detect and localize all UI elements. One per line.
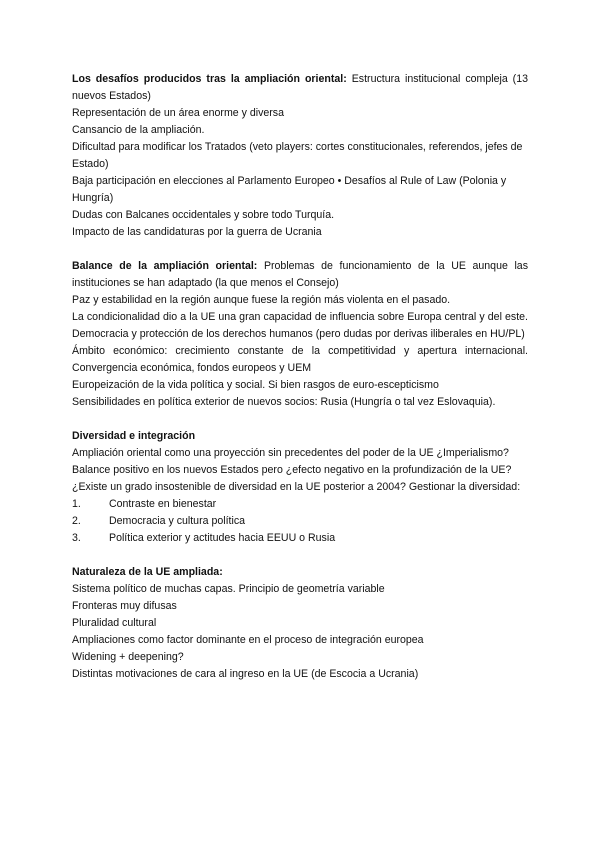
list-text: Política exterior y actitudes hacia EEUU o Rusia (109, 532, 336, 544)
text-line: Baja participación en elecciones al Parlamento Europeo • Desafíos al Rule of Law (Polonia y Hungría) (72, 175, 507, 204)
text-line: Ampliaciones como factor dominante en el proceso de integración europea (72, 634, 424, 646)
list-number: 2. (72, 515, 81, 527)
text-line: Dificultad para modificar los Tratados (veto players: cortes constitucionales, referendos, jefes de Estado) (72, 141, 523, 170)
section-heading (72, 564, 528, 581)
document-content (72, 71, 528, 700)
text-line: Distintas motivaciones de cara al ingreso en la UE (de Escocia a Ucrania) (72, 668, 419, 680)
section-heading-text: Naturaleza de la UE ampliada: (72, 566, 223, 578)
text-line: Paz y estabilidad en la región aunque fuese la región más violenta en el pasado. (72, 294, 451, 306)
text-line: Europeización de la vida política y social. Si bien rasgos de euro-escepticismo (72, 379, 439, 391)
section-heading (72, 428, 528, 445)
text-line: Ámbito económico: crecimiento constante de la competitividad y apertura internacional. Convergencia económica, fondos europeos y UEM (72, 345, 528, 374)
text-line: Sistema político de muchas capas. Principio de geometría variable (72, 583, 385, 595)
text-line: Pluralidad cultural (72, 617, 157, 629)
text-line: Sensibilidades en política exterior de nuevos socios: Rusia (Hungría o tal vez Eslovaquia). (72, 396, 496, 408)
section-heading: Balance de la ampliación oriental: (72, 260, 258, 272)
list-text: Democracia y cultura política (109, 515, 246, 527)
text-line: Ampliación oriental como una proyección sin precedentes del poder de la UE ¿Imperialismo? (72, 447, 509, 459)
text-line: Problemas de funcionamiento de la UE aunque las instituciones se han adaptado (la que menos el Consejo) (72, 260, 528, 289)
paragraph (72, 71, 528, 105)
text-line: Representación de un área enorme y diversa (72, 107, 284, 119)
text-line: Widening + deepening? (72, 651, 184, 663)
list-item (72, 496, 528, 513)
section-balance (72, 258, 528, 411)
section-desafios (72, 71, 528, 241)
text-line: ¿Existe un grado insostenible de diversidad en la UE posterior a 2004? Gestionar la diversidad: (72, 481, 521, 493)
text-line: Dudas con Balcanes occidentales y sobre todo Turquía. (72, 209, 335, 221)
text-line: Balance positivo en los nuevos Estados pero ¿efecto negativo en la profundización de la UE? (72, 464, 512, 476)
list-item (72, 530, 528, 547)
list-number: 3. (72, 532, 81, 544)
section-heading-text: Diversidad e integración (72, 430, 196, 442)
section-naturaleza (72, 564, 528, 683)
text-line: Cansancio de la ampliación. (72, 124, 205, 136)
text-line: La condicionalidad dio a la UE una gran capacidad de influencia sobre Europa central y del este. Democracia y protección de los derechos humanos (pero dudas por derivas iliberales en HU/PL) (72, 311, 528, 340)
text-line: Fronteras muy difusas (72, 600, 177, 612)
list-number: 1. (72, 498, 81, 510)
list-text: Contraste en bienestar (109, 498, 217, 510)
text-line: Impacto de las candidaturas por la guerra de Ucrania (72, 226, 322, 238)
paragraph (72, 258, 528, 292)
section-diversidad (72, 428, 528, 547)
text-line: Estructura institucional compleja (13 nuevos Estados) (72, 73, 528, 102)
list-item (72, 513, 528, 530)
section-heading: Los desafíos producidos tras la ampliación oriental: (72, 73, 347, 85)
